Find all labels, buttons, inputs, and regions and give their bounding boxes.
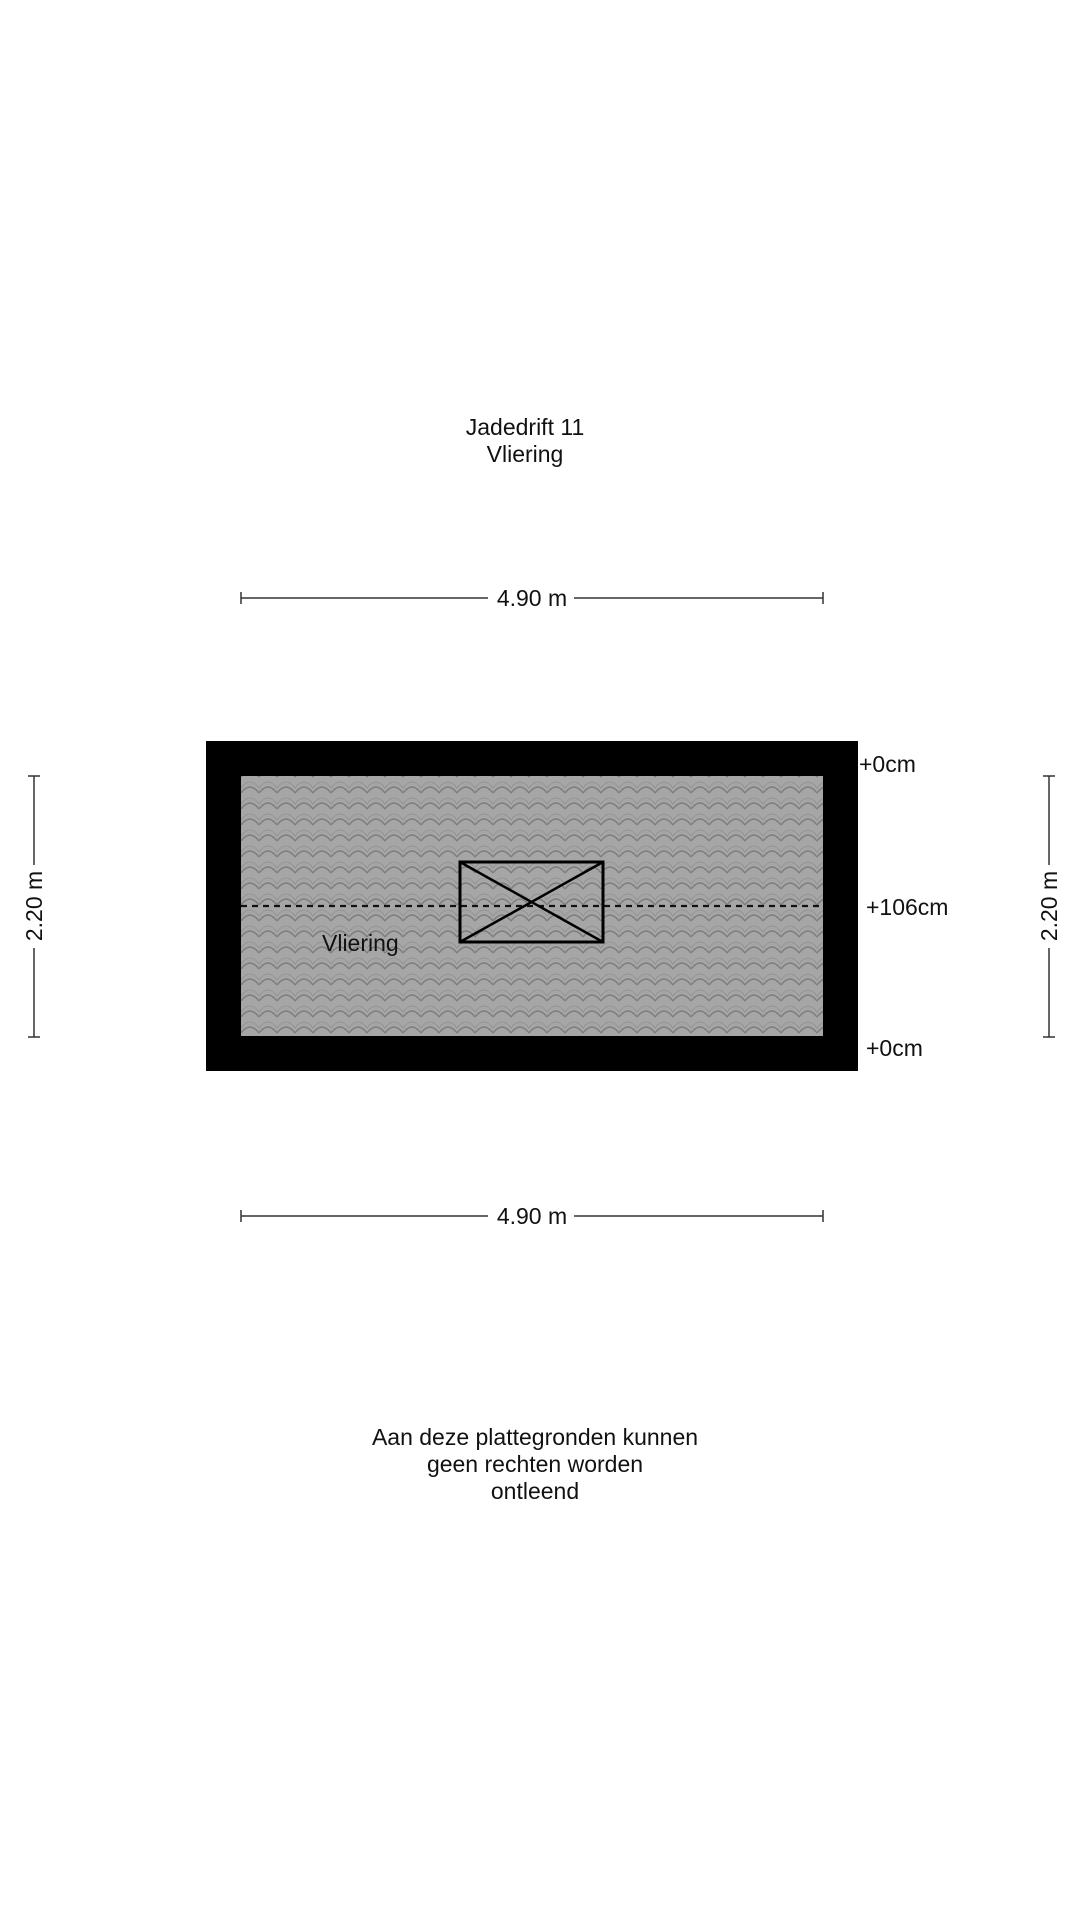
right-depth-dimension xyxy=(1036,776,1062,1037)
disclaimer-text xyxy=(0,1424,1070,1505)
right-depth-label: 2.20 m xyxy=(1036,870,1062,942)
left-depth-label: 2.20 m xyxy=(21,870,47,942)
room-label: Vliering xyxy=(322,930,399,956)
floor-title: Vliering xyxy=(486,441,564,467)
bottom-width-dimension xyxy=(241,1203,823,1229)
disclaimer-line: geen rechten worden xyxy=(426,1451,644,1477)
top-width-dimension xyxy=(241,585,823,611)
bottom-width-label: 4.90 m xyxy=(496,1203,568,1229)
height-label-top: +0cm xyxy=(859,751,916,777)
address-title: Jadedrift 11 xyxy=(465,414,585,440)
left-depth-dimension xyxy=(21,776,47,1037)
disclaimer-line: Aan deze plattegronden kunnen xyxy=(371,1424,699,1450)
height-label-ridge: +106cm xyxy=(866,894,949,920)
top-width-label: 4.90 m xyxy=(496,585,568,611)
disclaimer-line: ontleend xyxy=(490,1478,580,1504)
height-label-bottom: +0cm xyxy=(866,1035,923,1061)
